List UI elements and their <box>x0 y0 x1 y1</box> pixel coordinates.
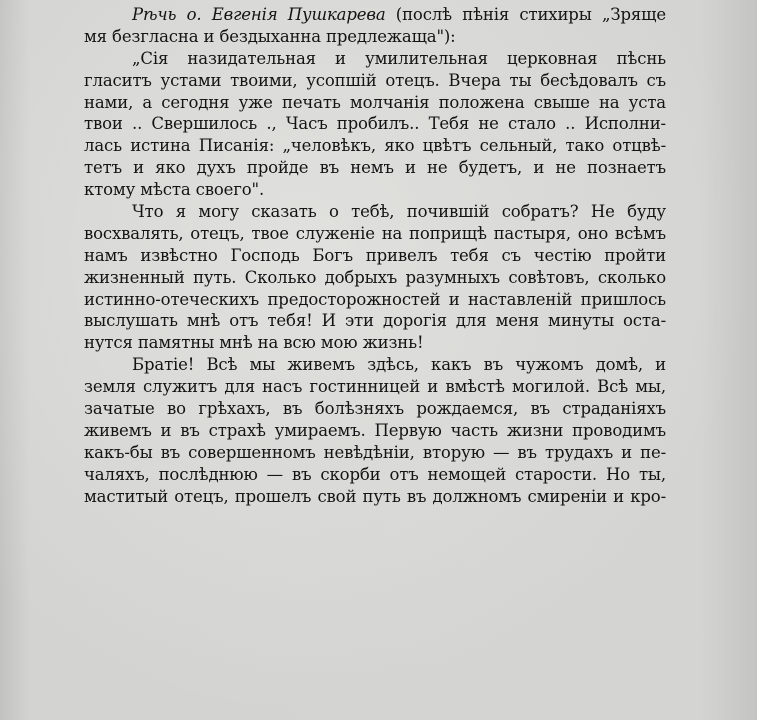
text-line: чаляхъ, послѣднюю — въ скорби отъ немощей старости. Но ты, <box>84 464 666 484</box>
text-line: жизненный путь. Сколько добрыхъ разумныхъ совѣтовъ, сколько <box>84 267 666 287</box>
text-line: мя безгласна и бездыханна предлежаща"): <box>84 26 456 46</box>
speech-title: Рѣчь о. Евгенія Пушкарева <box>132 5 386 24</box>
text-line: выслушать мнѣ отъ тебя! И эти дорогія для меня минуты оста- <box>84 311 666 331</box>
text-line: нутся памятны мнѣ на всю мою жизнь! <box>84 333 424 353</box>
heading-line <box>84 4 666 26</box>
text-line: какъ-бы въ совершенномъ невѣдѣніи, вторую — въ трудахъ и пе- <box>84 442 666 462</box>
text-line: восхвалять, отецъ, твое служеніе на поприщѣ пастыря, оно всѣмъ <box>84 223 666 243</box>
text-line: земля служитъ для насъ гостинницей и вмѣстѣ могилой. Всѣ мы, <box>84 377 666 397</box>
text-line: Братіе! Всѣ мы живемъ здѣсь, какъ въ чужомъ домѣ, и <box>132 355 666 375</box>
text-line: гласитъ устами твоими, усопшій отецъ. Вчера ты бесѣдовалъ съ <box>84 70 666 90</box>
text-line: твои .. Свершилось ., Часъ пробилъ.. Тебя не стало .. Исполни- <box>84 114 666 134</box>
text-line: живемъ и въ страхѣ умираемъ. Первую часть жизни проводимъ <box>84 420 666 440</box>
text-line: истинно-отеческихъ предосторожностей и наставленій пришлось <box>84 289 666 309</box>
text-line: ктому мѣста своего". <box>84 180 265 200</box>
text-line: зачатые во грѣхахъ, въ болѣзняхъ рождаемся, въ страданіяхъ <box>84 399 666 419</box>
text-line: „Сія назидательная и умилительная церковная пѣснь <box>132 48 666 68</box>
text-line: маститый отецъ, прошелъ свой путь въ должномъ смиреніи и кро- <box>84 486 666 506</box>
text-line: Что я могу сказать о тебѣ, почившій собратъ? Не буду <box>132 202 666 222</box>
text-line: лась истина Писанія: „человѣкъ, яко цвѣтъ сельный, тако отцвѣ- <box>84 136 666 156</box>
text-block <box>84 4 666 507</box>
text-line: тетъ и яко духъ пройде въ немъ и не будетъ, и не познаетъ <box>84 158 666 178</box>
text-line: нами, а сегодня уже печать молчанія положена свыше на уста <box>84 92 666 112</box>
heading-rest: (послѣ пѣнія стихиры „Зряще <box>385 5 666 24</box>
text-line: намъ извѣстно Господь Богъ привелъ тебя съ честію пройти <box>84 245 666 265</box>
